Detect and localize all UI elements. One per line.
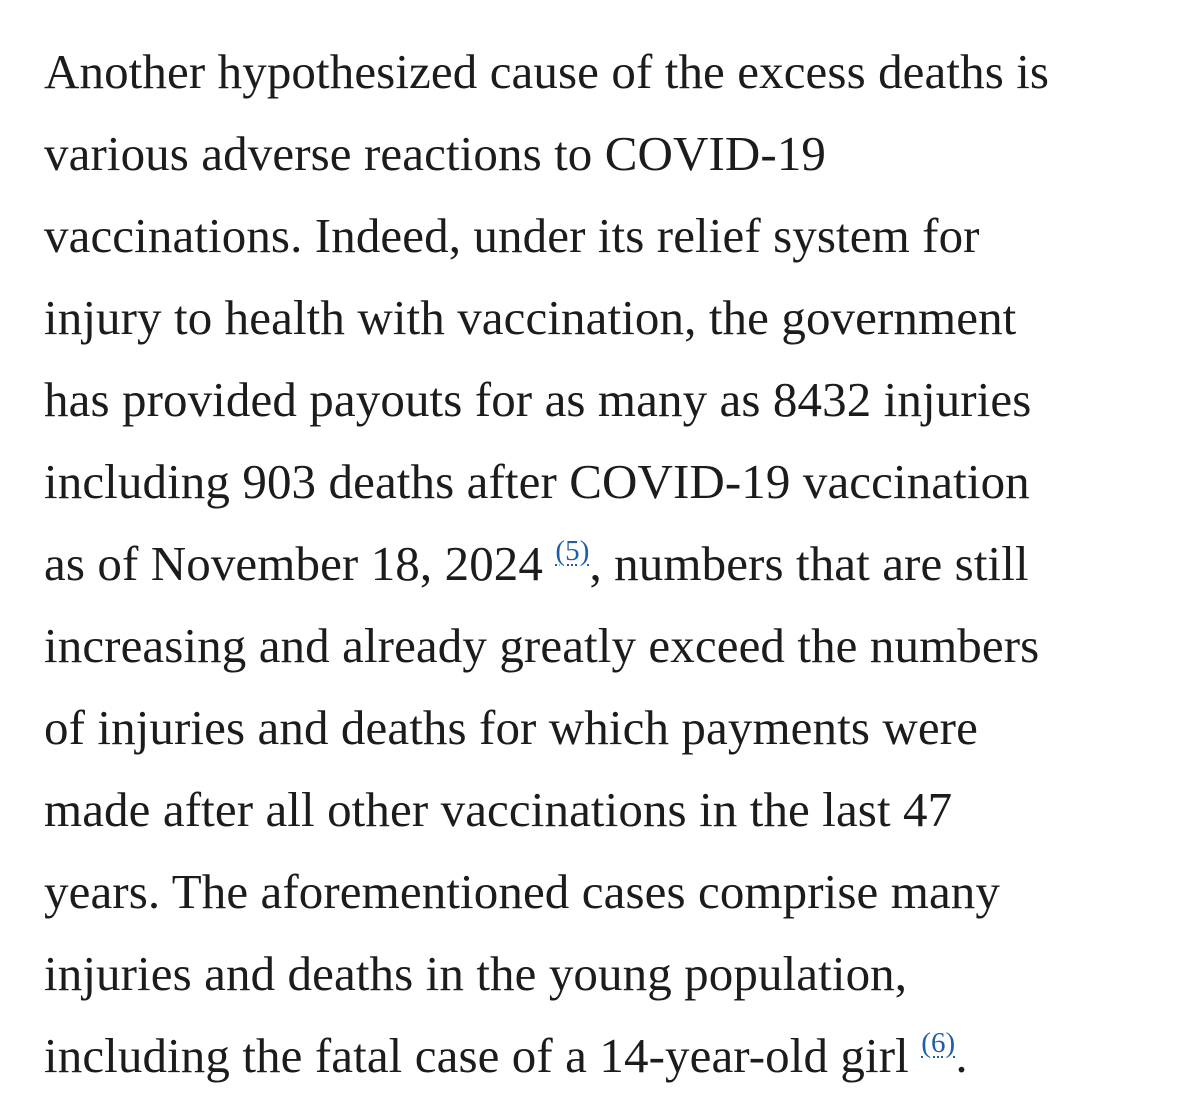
paragraph-line: increasing and already greatly exceed the numbers xyxy=(44,618,1040,673)
paragraph-line: various adverse reactions to COVID-19 xyxy=(44,126,827,181)
paragraph-line: made after all other vaccinations in the last 47 xyxy=(44,782,953,837)
paragraph-line: injury to health with vaccination, the government xyxy=(44,290,1017,345)
paragraph-line: years. The aforementioned cases comprise many xyxy=(44,864,1001,919)
paragraph-line: of injuries and deaths for which payments were xyxy=(44,700,978,755)
line-text: , numbers that are still xyxy=(589,536,1029,591)
reference-link-6[interactable]: (6) xyxy=(921,1027,956,1059)
paragraph-line: Another hypothesized cause of the excess deaths is xyxy=(44,44,1050,99)
paragraph-line: including 903 deaths after COVID-19 vaccination xyxy=(44,454,1030,509)
paragraph-line: vaccinations. Indeed, under its relief system for xyxy=(44,208,980,263)
paragraph-line: has provided payouts for as many as 8432 injuries xyxy=(44,372,1032,427)
reference-link-5[interactable]: (5) xyxy=(555,535,590,567)
line-text: including the fatal case of a 14-year-old girl xyxy=(44,1028,922,1083)
paragraph-line xyxy=(44,1015,1174,1097)
line-text: . xyxy=(955,1028,968,1083)
line-text: as of November 18, 2024 xyxy=(44,536,556,591)
paragraph-line xyxy=(44,523,1174,605)
article-paragraph xyxy=(44,31,1174,1097)
paragraph-line: injuries and deaths in the young population, xyxy=(44,946,908,1001)
